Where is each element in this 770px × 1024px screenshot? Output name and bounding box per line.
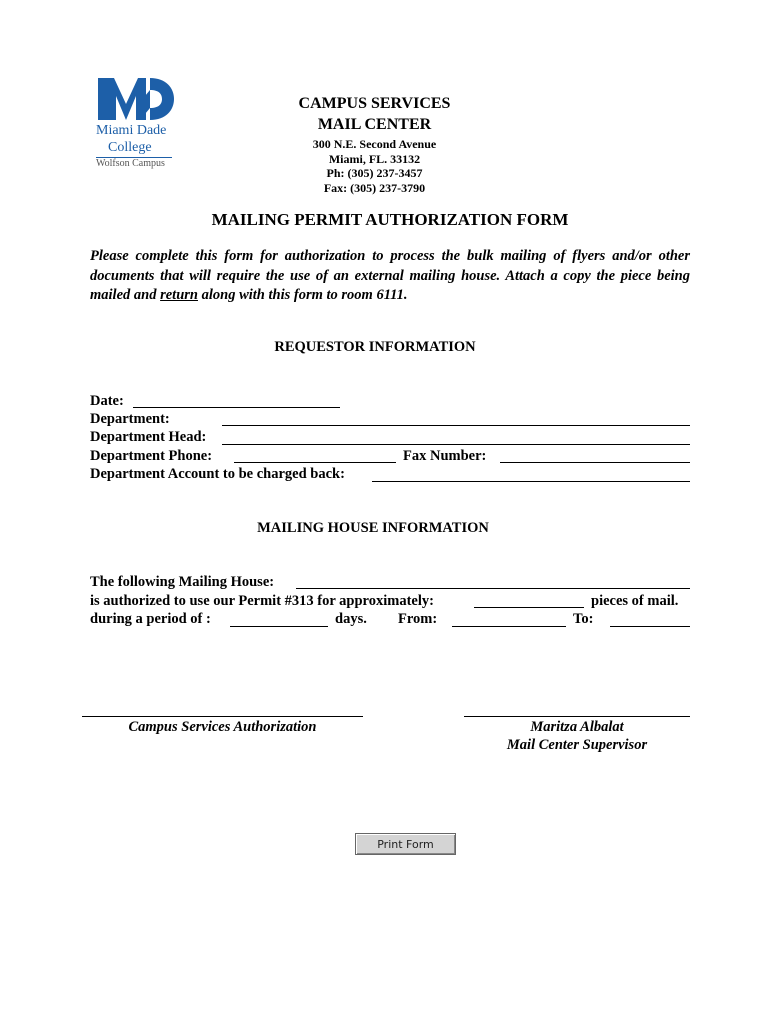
mailing-house-field[interactable]: [296, 588, 690, 589]
requestor-heading: REQUESTOR INFORMATION: [274, 339, 476, 355]
intro-part2: along with this form to room 6111.: [197, 287, 408, 303]
logo-line2: College: [108, 140, 152, 155]
authorized-label: is authorized to use our Permit #313 for approximately:: [90, 593, 434, 609]
days-label: days.: [335, 611, 367, 627]
intro-return: return: [160, 287, 198, 303]
account-label: Department Account to be charged back:: [90, 466, 345, 482]
header-title1: CAMPUS SERVICES: [298, 95, 451, 112]
header-title2: MAIL CENTER: [317, 116, 432, 133]
pieces-field[interactable]: [474, 607, 584, 608]
signature-line-left: [82, 716, 363, 717]
pieces-label: pieces of mail.: [591, 593, 679, 609]
date-label: Date:: [90, 393, 124, 409]
form-title: MAILING PERMIT AUTHORIZATION FORM: [211, 210, 569, 229]
header-phone: Ph: (305) 237-3457: [326, 166, 423, 180]
department-head-field[interactable]: [222, 444, 690, 445]
intro-part1: Please complete this form for authorization to process the bulk mailing of flyers and/or other documents that will require the use of an external mailing house. Attach a copy the piece being mailed and: [90, 248, 690, 303]
department-label: Department:: [90, 411, 170, 427]
logo-line1: Miami Dade: [96, 123, 167, 138]
mailing-house-heading: MAILING HOUSE INFORMATION: [257, 520, 489, 536]
mailing-house-label: The following Mailing House:: [90, 574, 275, 590]
date-field[interactable]: [133, 407, 340, 408]
to-label: To:: [573, 611, 594, 627]
signature-right-title: Mail Center Supervisor: [506, 737, 648, 753]
days-field[interactable]: [230, 626, 328, 627]
department-phone-label: Department Phone:: [90, 448, 213, 464]
department-field[interactable]: [222, 425, 690, 426]
signature-right-name: Maritza Albalat: [530, 719, 624, 735]
to-field[interactable]: [610, 626, 690, 627]
signature-left-label: Campus Services Authorization: [128, 719, 317, 735]
period-label: during a period of :: [90, 611, 211, 627]
department-phone-field[interactable]: [234, 462, 396, 463]
header-address2: Miami, FL. 33132: [328, 152, 421, 166]
account-field[interactable]: [372, 481, 690, 482]
department-head-label: Department Head:: [90, 429, 207, 445]
fax-number-field[interactable]: [500, 462, 690, 463]
mdc-logo: [96, 76, 176, 122]
signature-line-right: [464, 716, 690, 717]
header-fax: Fax: (305) 237-3790: [323, 181, 426, 195]
fax-number-label: Fax Number:: [403, 448, 487, 464]
from-label: From:: [398, 611, 438, 627]
intro-paragraph: [90, 247, 690, 306]
from-field[interactable]: [452, 626, 566, 627]
logo-line3: Wolfson Campus: [96, 158, 165, 169]
print-form-button[interactable]: Print Form: [355, 833, 456, 855]
header-address1: 300 N.E. Second Avenue: [312, 137, 437, 151]
